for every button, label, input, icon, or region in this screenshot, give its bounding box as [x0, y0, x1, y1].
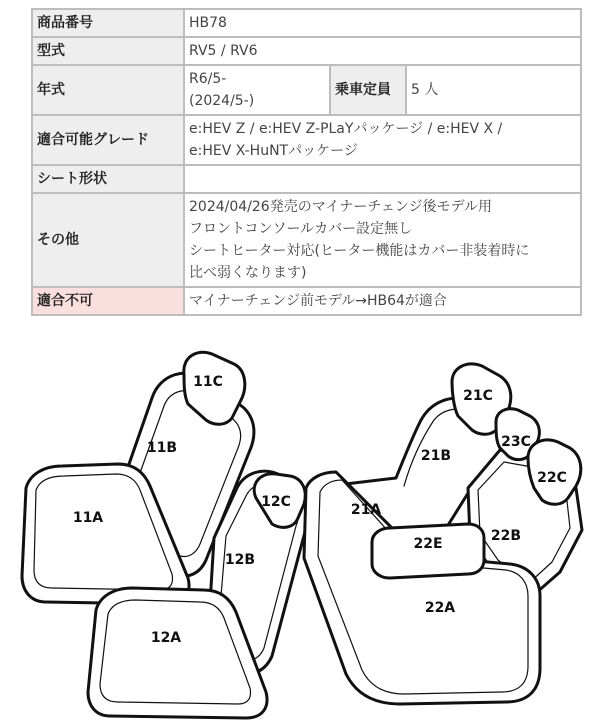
other-label: その他 [32, 193, 184, 287]
product-number-label: 商品番号 [32, 9, 184, 37]
label-22e: 22E [413, 536, 443, 552]
seat-shape-value [184, 165, 581, 193]
other-line4: 比べ弱くなります) [189, 265, 307, 281]
other-line1: 2024/04/26発売のマイナーチェンジ後モデル用 [189, 199, 492, 215]
incompatible-value: マイナーチェンジ前モデル→HB64が適合 [184, 287, 581, 315]
year-value-line1: R6/5- [189, 71, 227, 87]
capacity-label: 乗車定員 [330, 65, 406, 115]
row-incompatible [32, 287, 581, 315]
product-number-value: HB78 [184, 9, 581, 37]
label-12b: 12B [224, 552, 256, 568]
label-23c: 23C [501, 434, 531, 450]
label-12a: 12A [150, 630, 182, 646]
row-grades [32, 115, 581, 165]
label-11b: 11B [146, 440, 178, 456]
grades-label: 適合可能グレード [32, 115, 184, 165]
label-22a: 22A [424, 600, 456, 616]
grades-line2: e:HEV X-HuNTパッケージ [189, 143, 358, 159]
other-line2: フロントコンソールカバー設定無し [189, 221, 413, 237]
label-12c: 12C [261, 494, 291, 510]
label-22c: 22C [537, 470, 567, 486]
label-11c: 11C [193, 374, 223, 390]
row-year [32, 65, 581, 115]
label-11a: 11A [72, 510, 104, 526]
seat-shape-label: シート形状 [32, 165, 184, 193]
row-seat-shape [32, 165, 581, 193]
label-22b: 22B [490, 528, 522, 544]
grades-value [184, 115, 581, 165]
other-line3: シートヒーター対応(ヒーター機能はカバー非装着時に [189, 243, 530, 259]
year-value [184, 65, 330, 115]
model-label: 型式 [32, 37, 184, 65]
seat-cover-diagram [0, 338, 600, 722]
year-value-line2: (2024/5-) [189, 93, 255, 109]
row-other [32, 193, 581, 287]
other-value [184, 193, 581, 287]
model-value: RV5 / RV6 [184, 37, 581, 65]
year-label: 年式 [32, 65, 184, 115]
label-21b: 21B [420, 448, 452, 464]
spec-table [31, 8, 582, 316]
incompatible-label: 適合不可 [32, 287, 184, 315]
capacity-value: 5 人 [406, 65, 581, 115]
grades-line1: e:HEV Z / e:HEV Z-PLaYパッケージ / e:HEV X / [189, 121, 503, 137]
label-21a: 21A [350, 502, 382, 518]
row-model [32, 37, 581, 65]
label-21c: 21C [463, 388, 493, 404]
row-product-number [32, 9, 581, 37]
